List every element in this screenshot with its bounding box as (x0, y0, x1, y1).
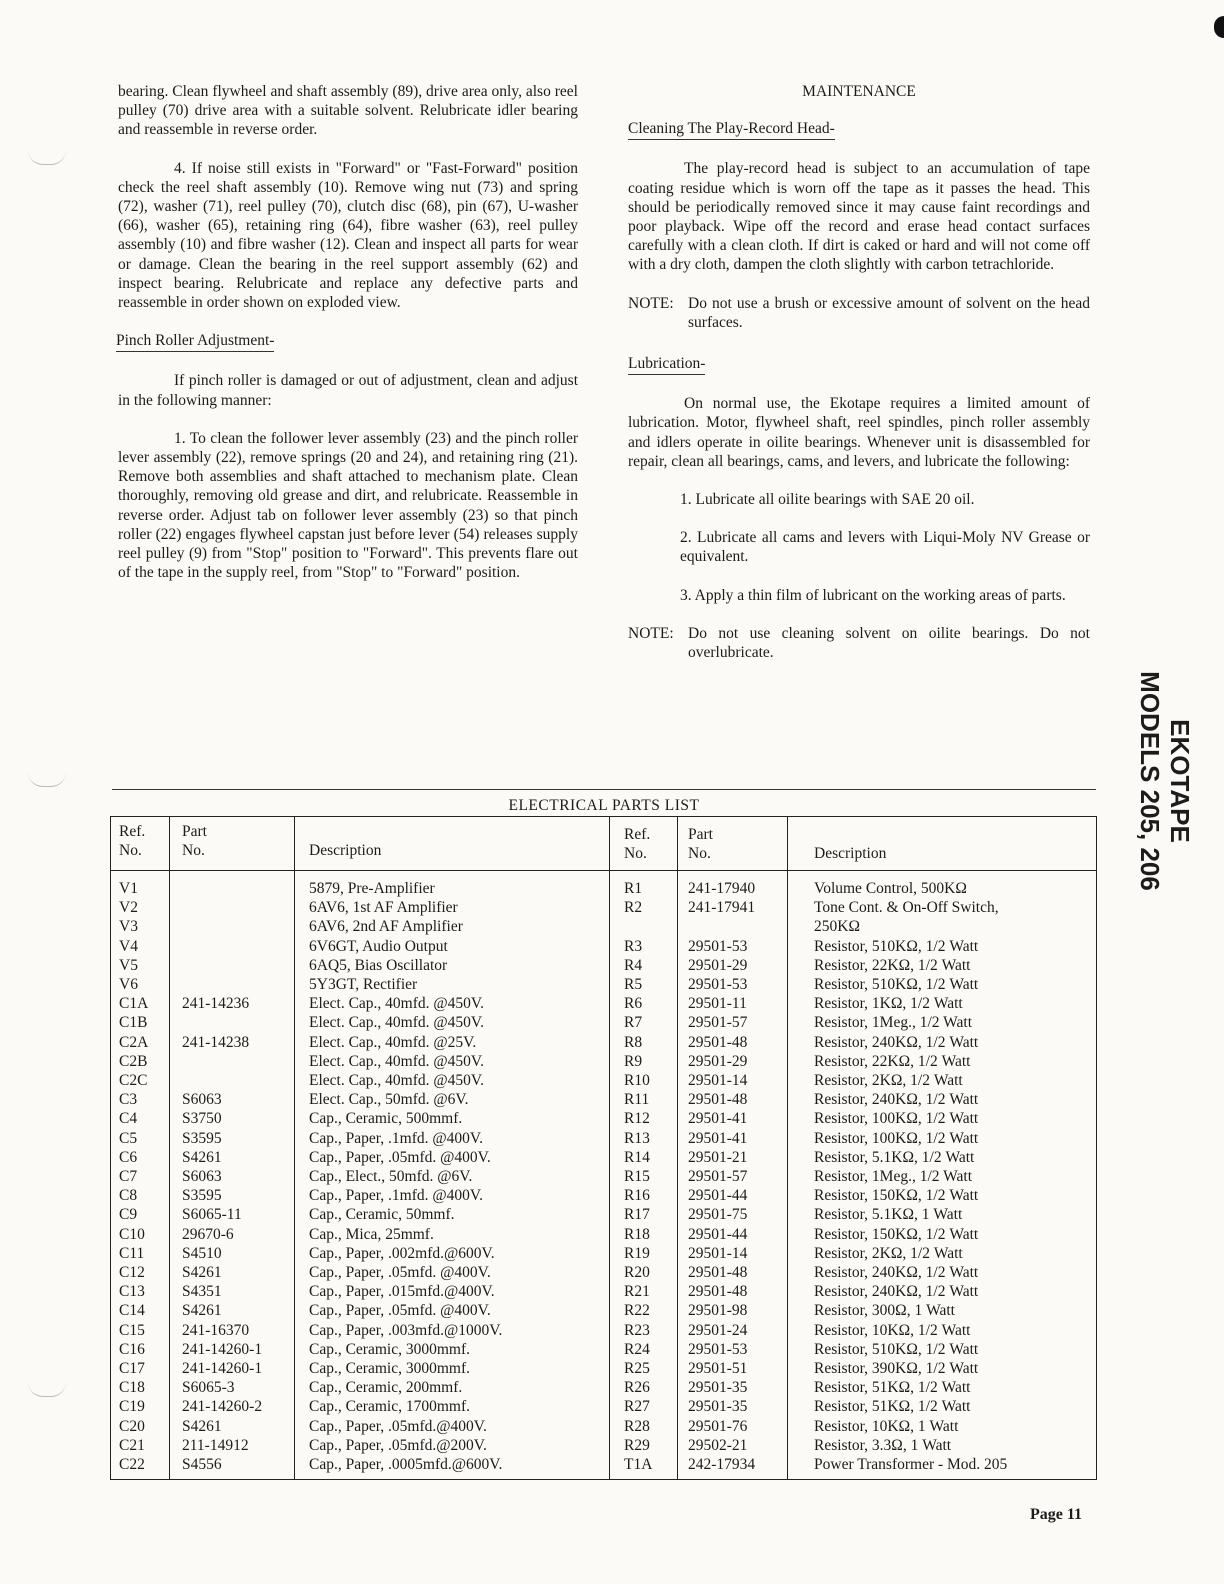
parts-ref-cell: R11 (624, 1091, 650, 1109)
parts-desc-cell: Cap., Ceramic, 3000mmf. (309, 1360, 470, 1377)
parts-ref-cell: R8 (624, 1033, 643, 1051)
parts-ref-cell: C19 (119, 1398, 145, 1416)
parts-part-cell: 29501-14 (688, 1244, 748, 1262)
parts-desc-cell: Resistor, 240KΩ, 1/2 Watt (814, 1033, 979, 1051)
parts-ref-cell: R3 (624, 937, 643, 955)
parts-part-cell: 29501-21 (688, 1148, 748, 1166)
parts-ref-cell: C4 (119, 1110, 138, 1128)
parts-ref-cell: R20 (624, 1264, 650, 1281)
parts-desc-cell: Resistor, 150KΩ, 1/2 Watt (814, 1187, 979, 1205)
parts-ref-cell: C2A (119, 1033, 149, 1051)
parts-ref-cell: C9 (119, 1206, 138, 1224)
parts-part-cell: 29501-98 (688, 1302, 748, 1320)
note-1 (628, 294, 1090, 332)
parts-ref-cell: V3 (119, 918, 138, 936)
parts-part-cell: 29501-29 (688, 956, 748, 974)
parts-desc-cell: 6V6GT, Audio Output (309, 937, 448, 955)
parts-ref-cell: C14 (119, 1302, 145, 1320)
parts-desc-cell: Elect. Cap., 40mfd. @450V. (309, 1014, 484, 1032)
parts-ref-cell: R1 (624, 880, 643, 897)
parts-desc-cell: 6AQ5, Bias Oscillator (309, 956, 448, 974)
parts-desc-cell: Resistor, 2KΩ, 1/2 Watt (814, 1072, 963, 1089)
parts-desc-cell: Elect. Cap., 40mfd. @25V. (309, 1033, 477, 1051)
parts-ref-cell: C6 (119, 1148, 138, 1166)
parts-desc-cell: Cap., Paper, .003mfd.@1000V. (309, 1321, 503, 1339)
parts-ref-cell: C7 (119, 1168, 138, 1185)
parts-part-cell: 242-17934 (688, 1456, 756, 1473)
parts-part-cell: S6065-3 (182, 1379, 235, 1397)
parts-ref-cell: R16 (624, 1187, 650, 1205)
parts-desc-cell: Elect. Cap., 40mfd. @450V. (309, 995, 484, 1013)
parts-ref-cell: R15 (624, 1168, 650, 1185)
parts-ref-cell: C2B (119, 1052, 148, 1070)
parts-part-cell: S3595 (182, 1129, 222, 1147)
parts-part-cell: S3750 (182, 1110, 222, 1128)
parts-part-cell: S4556 (182, 1456, 222, 1473)
parts-part-cell: 29501-75 (688, 1206, 748, 1224)
parts-ref-cell: R18 (624, 1225, 650, 1243)
parts-ref-cell: R4 (624, 956, 643, 974)
parts-part-cell: 29501-11 (688, 995, 747, 1013)
parts-desc-cell: Tone Cont. & On-Off Switch, (814, 899, 999, 917)
parts-desc-cell: Cap., Mica, 25mmf. (309, 1225, 434, 1243)
parts-desc-cell: Resistor, 1KΩ, 1/2 Watt (814, 995, 963, 1013)
side-title (1135, 668, 1195, 893)
parts-part-cell: 241-14260-1 (182, 1340, 263, 1358)
header-ref-no: Ref. No. (119, 823, 146, 859)
parts-desc-cell: Resistor, 150KΩ, 1/2 Watt (814, 1225, 979, 1243)
parts-desc-cell: Cap., Paper, .05mfd. @400V. (309, 1148, 491, 1166)
parts-part-cell: 211-14912 (182, 1436, 249, 1454)
parts-list-title: ELECTRICAL PARTS LIST (508, 797, 700, 814)
header-part-no-right: Part No. (688, 826, 713, 862)
pinch-roller-heading: Pinch Roller Adjustment- (116, 331, 274, 352)
parts-ref-cell: R26 (624, 1379, 650, 1397)
parts-desc-cell: Cap., Elect., 50mfd. @6V. (309, 1168, 473, 1185)
parts-ref-cell: R28 (624, 1417, 650, 1435)
left-column (118, 82, 578, 582)
parts-ref-cell: C11 (119, 1244, 145, 1262)
parts-part-cell: 29501-53 (688, 1340, 748, 1358)
parts-desc-cell: Resistor, 10KΩ, 1/2 Watt (814, 1321, 971, 1339)
parts-desc-cell: Cap., Ceramic, 50mmf. (309, 1206, 455, 1224)
header-description: Description (309, 842, 382, 859)
parts-part-cell: 29670-6 (182, 1225, 234, 1243)
parts-desc-cell: Resistor, 100KΩ, 1/2 Watt (814, 1129, 979, 1147)
parts-ref-cell: R17 (624, 1206, 650, 1224)
parts-part-cell: S4351 (182, 1283, 222, 1301)
punch-hole-mark (28, 1382, 66, 1397)
parts-ref-cell: R5 (624, 976, 643, 993)
parts-part-cell: S6063 (182, 1091, 222, 1109)
parts-desc-cell: Cap., Paper, .05mfd.@400V. (309, 1417, 487, 1435)
header-ref-no-right: Ref. No. (624, 826, 651, 862)
lubrication-item-1: 1. Lubricate all oilite bearings with SAE 20 oil. (680, 491, 975, 509)
parts-ref-cell: C8 (119, 1187, 138, 1205)
lubrication-item-2: 2. Lubricate all cams and levers with Liqui-Moly NV Grease or equivalent. (680, 529, 1090, 566)
parts-part-cell: 29502-21 (688, 1436, 748, 1454)
parts-part-cell: S4261 (182, 1148, 222, 1166)
right-column (628, 82, 1090, 662)
parts-ref-cell: C12 (119, 1264, 145, 1281)
side-title-line-1: EKOTAPE (1165, 718, 1195, 843)
parts-ref-cell: R13 (624, 1129, 650, 1147)
parts-part-cell: 29501-48 (688, 1091, 748, 1109)
parts-ref-cell: C13 (119, 1283, 145, 1301)
parts-desc-cell: Resistor, 300Ω, 1 Watt (814, 1302, 955, 1320)
parts-ref-cell: C18 (119, 1379, 145, 1397)
parts-ref-cell: R19 (624, 1244, 650, 1262)
parts-part-cell: 29501-57 (688, 1014, 748, 1032)
parts-ref-cell: R29 (624, 1436, 650, 1454)
parts-desc-cell: Resistor, 10KΩ, 1 Watt (814, 1417, 959, 1435)
parts-desc-cell: Cap., Paper, .05mfd. @400V. (309, 1264, 491, 1281)
parts-ref-cell: C21 (119, 1436, 145, 1454)
left-paragraph-3: If pinch roller is damaged or out of adjustment, clean and adjust in the following manner: (118, 372, 578, 409)
parts-part-cell: 29501-29 (688, 1052, 748, 1070)
right-paragraph-1: The play-record head is subject to an accumulation of tape coating residue which is worn off the tape as it passes the head. This should be periodically removed since it may cause faint recordings and poor playback. Wipe off the record and erase head contact surfaces carefully with a clean cloth. If dirt is caked or hard and will not come off with a dry cloth, dampen the cloth slightly with carbon tetrachloride. (628, 160, 1090, 274)
parts-part-cell: 29501-35 (688, 1379, 748, 1397)
parts-part-cell: 29501-48 (688, 1283, 748, 1301)
parts-ref-cell: R21 (624, 1283, 650, 1301)
header-part-no: Part No. (182, 823, 207, 859)
parts-ref-cell: C17 (119, 1360, 145, 1377)
parts-desc-cell: 250KΩ (814, 918, 860, 936)
parts-part-cell: 241-17941 (688, 899, 756, 917)
note-2-label: NOTE: (628, 624, 674, 642)
parts-ref-cell: R7 (624, 1014, 643, 1032)
cleaning-heading: Cleaning The Play-Record Head- (628, 119, 835, 140)
parts-ref-cell: R10 (624, 1072, 650, 1089)
parts-desc-cell: Resistor, 22KΩ, 1/2 Watt (814, 956, 971, 974)
note-1-text: Do not use a brush or excessive amount of solvent on the head surfaces. (688, 294, 1090, 331)
parts-desc-cell: Resistor, 5.1KΩ, 1 Watt (814, 1206, 963, 1224)
parts-ref-cell: C1A (119, 995, 149, 1013)
parts-desc-cell: Cap., Paper, .1mfd. @400V. (309, 1187, 483, 1205)
parts-part-cell: S4510 (182, 1244, 222, 1262)
parts-desc-cell: Resistor, 100KΩ, 1/2 Watt (814, 1110, 979, 1128)
parts-part-cell: 241-17940 (688, 880, 756, 897)
parts-part-cell: 29501-44 (688, 1225, 748, 1243)
parts-desc-cell: Cap., Ceramic, 1700mmf. (309, 1398, 470, 1416)
parts-ref-cell: V2 (119, 899, 138, 917)
parts-ref-cell: C16 (119, 1340, 145, 1358)
parts-desc-cell: Cap., Paper, .0005mfd.@600V. (309, 1456, 503, 1473)
right-paragraph-2: On normal use, the Ekotape requires a limited amount of lubrication. Motor, flywheel shaft, reel spindles, pinch roller assembly and idlers operate in oilite bearings. Whenever unit is disassembled for repair, clean all bearings, cams, and levers, and lubricate the following: (628, 395, 1090, 470)
parts-desc-cell: Cap., Paper, .1mfd. @400V. (309, 1129, 483, 1147)
parts-desc-cell: Resistor, 51KΩ, 1/2 Watt (814, 1398, 971, 1416)
parts-part-cell: S6063 (182, 1168, 222, 1185)
parts-part-cell: S4261 (182, 1417, 222, 1435)
side-title-line-2: MODELS 205, 206 (1135, 670, 1165, 891)
parts-part-cell: 241-14260-1 (182, 1360, 263, 1377)
parts-ref-cell: V6 (119, 976, 138, 993)
parts-ref-cell: T1A (624, 1456, 653, 1473)
parts-desc-cell: Resistor, 5.1KΩ, 1/2 Watt (814, 1148, 975, 1166)
electrical-parts-table (110, 816, 1097, 1480)
punch-hole-mark (28, 772, 66, 787)
parts-part-cell: S3595 (182, 1187, 222, 1205)
parts-ref-cell: C20 (119, 1417, 145, 1435)
left-paragraph-2: 4. If noise still exists in "Forward" or "Fast-Forward" position check the reel shaft assembly (10). Remove wing nut (73) and spring (72), washer (71), reel pulley (70), clutch disc (68), pin (67), U-washer (66), washer (65), retaining ring (64), fibre washer (63), reel pulley assembly (10) and fibre washer (12). Clean and inspect all parts for wear or damage. Clean the bearing in the reel support assembly (62) and inspect bearing. Relubricate and replace any defective parts and reassemble in order shown on exploded view. (118, 159, 578, 312)
parts-desc-cell: Resistor, 1Meg., 1/2 Watt (814, 1168, 973, 1185)
parts-part-cell: 29501-48 (688, 1264, 748, 1281)
parts-desc-cell: Resistor, 240KΩ, 1/2 Watt (814, 1283, 979, 1301)
parts-ref-cell: C3 (119, 1091, 138, 1109)
parts-desc-cell: Resistor, 510KΩ, 1/2 Watt (814, 937, 979, 955)
parts-part-cell: 29501-44 (688, 1187, 748, 1205)
parts-part-cell: 29501-51 (688, 1360, 748, 1377)
parts-ref-cell: R25 (624, 1360, 650, 1377)
parts-ref-cell: V1 (119, 880, 138, 897)
parts-part-cell: 29501-76 (688, 1417, 748, 1435)
parts-part-cell: S6065-11 (182, 1206, 242, 1224)
parts-part-cell: 29501-24 (688, 1321, 748, 1339)
parts-ref-cell: V5 (119, 956, 138, 974)
parts-ref-cell: R14 (624, 1148, 650, 1166)
parts-ref-cell: R9 (624, 1052, 643, 1070)
parts-part-cell: 241-14260-2 (182, 1398, 263, 1416)
parts-desc-cell: Elect. Cap., 40mfd. @450V. (309, 1052, 484, 1070)
parts-ref-cell: C2C (119, 1072, 148, 1089)
parts-desc-cell: Cap., Ceramic, 3000mmf. (309, 1340, 470, 1358)
note-1-label: NOTE: (628, 294, 674, 312)
parts-ref-cell: C22 (119, 1456, 145, 1473)
parts-desc-cell: Cap., Paper, .05mfd.@200V. (309, 1436, 487, 1454)
parts-desc-cell: Volume Control, 500KΩ (814, 880, 967, 897)
parts-desc-cell: Resistor, 51KΩ, 1/2 Watt (814, 1379, 971, 1397)
parts-desc-cell: 5879, Pre-Amplifier (309, 880, 435, 897)
section-divider (112, 789, 1096, 790)
parts-part-cell: 29501-35 (688, 1398, 748, 1416)
parts-ref-cell: V4 (119, 937, 138, 955)
parts-part-cell: 29501-53 (688, 976, 748, 993)
parts-desc-cell: Cap., Ceramic, 200mmf. (309, 1379, 463, 1397)
left-paragraph-4: 1. To clean the follower lever assembly (23) and the pinch roller lever assembly (22), remove springs (20 and 24), and retaining ring (21). Remove both assemblies and shaft attached to mechanism plate. Clean thoroughly, removing old grease and dirt, and relubricate. Reassemble in reverse order. Adjust tab on follower lever assembly (23) so that pinch roller (22) engages flywheel capstan just before lever (54) releases supply reel pulley (9) from "Stop" position to "Forward". This prevents flare out of the tape in the supply reel, from "Stop" to "Forward" position. (118, 429, 578, 582)
parts-ref-cell: C5 (119, 1129, 138, 1147)
parts-part-cell: 29501-57 (688, 1168, 748, 1185)
parts-ref-cell: R2 (624, 899, 643, 917)
parts-ref-cell: C1B (119, 1014, 148, 1032)
parts-part-cell: 29501-41 (688, 1129, 748, 1147)
parts-desc-cell: Cap., Ceramic, 500mmf. (309, 1110, 463, 1128)
parts-part-cell: 29501-41 (688, 1110, 748, 1128)
maintenance-title: MAINTENANCE (802, 83, 916, 100)
note-2 (628, 624, 1090, 662)
parts-desc-cell: Resistor, 240KΩ, 1/2 Watt (814, 1091, 979, 1109)
parts-desc-cell: Cap., Paper, .015mfd.@400V. (309, 1283, 495, 1301)
parts-desc-cell: 5Y3GT, Rectifier (309, 976, 418, 993)
corner-mark (1214, 16, 1224, 38)
parts-desc-cell: Resistor, 510KΩ, 1/2 Watt (814, 1340, 979, 1358)
parts-part-cell: S4261 (182, 1264, 222, 1281)
punch-hole-mark (28, 150, 66, 165)
parts-part-cell: 241-14236 (182, 995, 250, 1013)
parts-ref-cell: C15 (119, 1321, 145, 1339)
page-number: Page 11 (1030, 1506, 1082, 1523)
lubrication-heading: Lubrication- (628, 354, 705, 375)
parts-desc-cell: Elect. Cap., 50mfd. @6V. (309, 1091, 469, 1109)
header-description-right: Description (814, 845, 887, 862)
parts-desc-cell: 6AV6, 2nd AF Amplifier (309, 918, 463, 936)
parts-part-cell: 241-16370 (182, 1321, 250, 1339)
left-paragraph-1: bearing. Clean flywheel and shaft assembly (89), drive area only, also reel pulley (70) drive area with a suitable solvent. Relubricate idler bearing and reassemble in reverse order. (118, 83, 578, 139)
parts-desc-cell: Elect. Cap., 40mfd. @450V. (309, 1072, 484, 1089)
parts-desc-cell: Resistor, 510KΩ, 1/2 Watt (814, 976, 979, 993)
parts-part-cell: 29501-48 (688, 1033, 748, 1051)
note-2-text: Do not use cleaning solvent on oilite bearings. Do not overlubricate. (688, 624, 1090, 662)
parts-ref-cell: C10 (119, 1225, 145, 1243)
parts-desc-cell: 6AV6, 1st AF Amplifier (309, 899, 458, 917)
parts-desc-cell: Resistor, 3.3Ω, 1 Watt (814, 1436, 952, 1454)
parts-desc-cell: Resistor, 240KΩ, 1/2 Watt (814, 1264, 979, 1281)
parts-desc-cell: Cap., Paper, .002mfd.@600V. (309, 1244, 495, 1262)
parts-ref-cell: R6 (624, 995, 643, 1013)
parts-part-cell: 241-14238 (182, 1033, 250, 1051)
parts-ref-cell: R22 (624, 1302, 650, 1320)
parts-desc-cell: Resistor, 1Meg., 1/2 Watt (814, 1014, 973, 1032)
parts-part-cell: 29501-14 (688, 1072, 748, 1089)
parts-desc-cell: Resistor, 390KΩ, 1/2 Watt (814, 1360, 979, 1377)
lubrication-item-3: 3. Apply a thin film of lubricant on the working areas of parts. (680, 586, 1066, 604)
parts-ref-cell: R23 (624, 1321, 650, 1339)
parts-ref-cell: R27 (624, 1398, 650, 1416)
parts-part-cell: 29501-53 (688, 937, 748, 955)
parts-desc-cell: Resistor, 2KΩ, 1/2 Watt (814, 1244, 963, 1262)
parts-desc-cell: Resistor, 22KΩ, 1/2 Watt (814, 1052, 971, 1070)
parts-desc-cell: Power Transformer - Mod. 205 (814, 1456, 1008, 1473)
parts-part-cell: S4261 (182, 1302, 222, 1320)
parts-ref-cell: R12 (624, 1110, 650, 1128)
parts-ref-cell: R24 (624, 1340, 650, 1358)
parts-desc-cell: Cap., Paper, .05mfd. @400V. (309, 1302, 491, 1320)
